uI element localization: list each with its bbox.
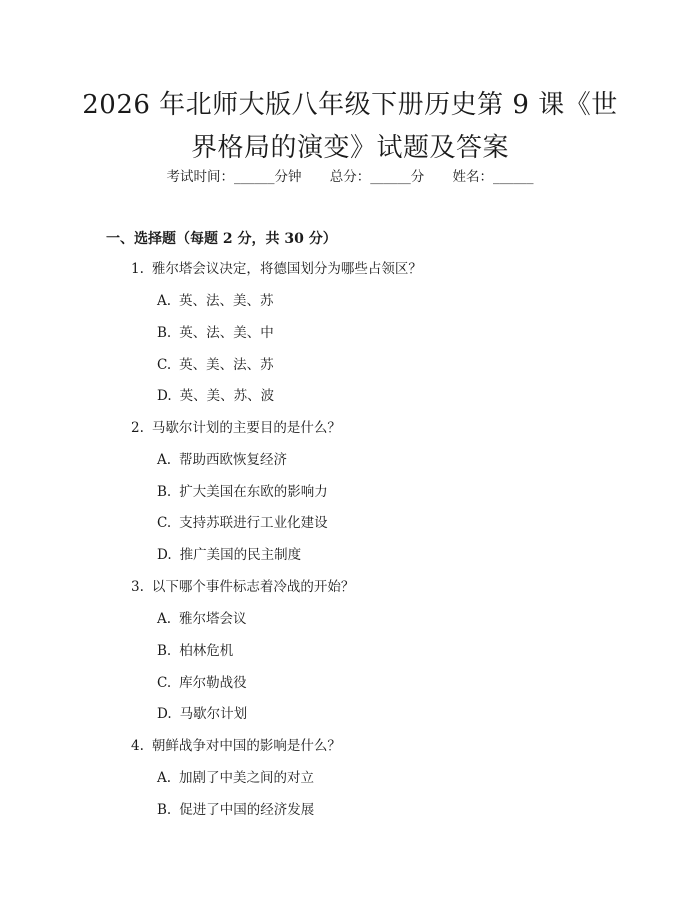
option-label: A. [157,770,172,786]
question-3-option-d [157,704,247,724]
question-2-option-c [157,513,328,533]
question-4 [131,736,341,756]
option-text: 推广美国的民主制度 [179,547,302,563]
question-1-option-a [157,291,274,311]
option-label: C. [157,675,172,691]
document-title [60,84,640,170]
section-heading: 一、选择题（每题 2 分，共 30 分） [106,231,337,247]
question-3-option-c [157,673,247,693]
option-label: C. [157,515,172,531]
total-score-field: 总分：______分 [329,169,425,185]
question-2-option-d [157,545,301,565]
option-label: B. [157,325,172,341]
question-number: 1. [131,261,144,277]
question-text: 以下哪个事件标志着冷战的开始？ [151,579,355,595]
option-label: B. [157,484,172,500]
option-text: 加剧了中美之间的对立 [179,770,315,786]
option-label: B. [157,802,172,818]
question-1-option-b [157,323,274,343]
question-3-option-b [157,641,233,661]
option-text: 扩大美国在东欧的影响力 [179,484,328,500]
option-text: 支持苏联进行工业化建设 [179,515,328,531]
question-2-option-b [157,482,328,502]
question-1-option-d [157,386,274,406]
option-label: A. [157,293,172,309]
title-line-2: 界格局的演变》试题及答案 [190,133,509,163]
option-text: 英、美、苏、波 [179,388,275,404]
question-1-option-c [157,355,274,375]
student-name-field: 姓名：______ [452,169,534,185]
option-label: B. [157,643,172,659]
question-number: 2. [131,420,144,436]
question-2 [131,418,341,438]
option-text: 英、法、美、中 [179,325,274,341]
question-number: 4. [131,738,144,754]
question-1 [131,259,422,279]
option-label: A. [157,611,172,627]
option-text: 柏林危机 [179,643,234,659]
question-4-option-a [157,768,314,788]
option-text: 促进了中国的经济发展 [179,802,315,818]
question-3 [131,577,354,597]
option-text: 英、美、法、苏 [179,357,274,373]
exam-info-line [0,167,700,187]
question-4-option-b [157,800,314,820]
option-label: C. [157,357,172,373]
option-text: 库尔勒战役 [179,675,247,691]
option-label: D. [157,706,172,722]
option-label: D. [157,547,172,563]
question-text: 朝鲜战争对中国的影响是什么？ [151,738,341,754]
option-text: 帮助西欧恢复经济 [179,452,288,468]
option-text: 雅尔塔会议 [179,611,247,627]
question-number: 3. [131,579,144,595]
title-line-1: 2026 年北师大版八年级下册历史第 9 课《世 [82,90,618,120]
exam-time-field: 考试时间：______分钟 [166,169,302,185]
option-label: D. [157,388,172,404]
option-text: 马歇尔计划 [179,706,248,722]
question-3-option-a [157,609,247,629]
question-2-option-a [157,450,287,470]
option-text: 英、法、美、苏 [179,293,274,309]
question-text: 马歇尔计划的主要目的是什么？ [151,420,341,436]
option-label: A. [157,452,172,468]
question-text: 雅尔塔会议决定，将德国划分为哪些占领区？ [151,261,422,277]
